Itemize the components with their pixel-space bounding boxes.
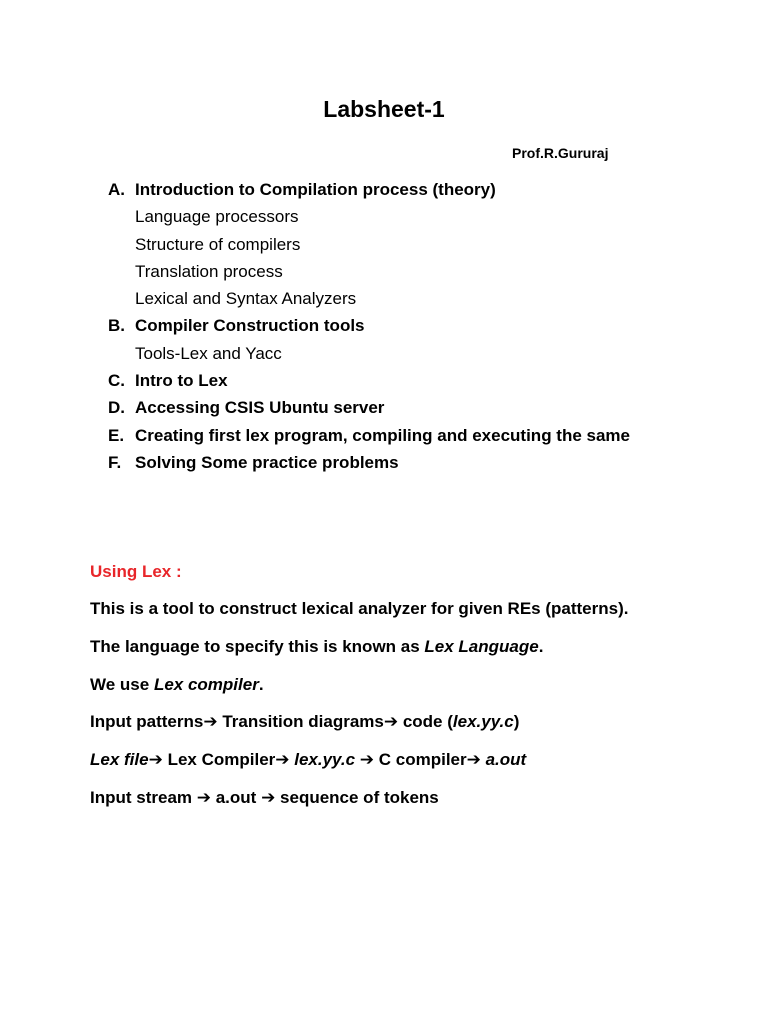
topic-text: Compiler Construction tools xyxy=(135,316,365,336)
body-line-4 xyxy=(90,712,628,750)
emphasis-run: Lex file xyxy=(90,750,149,770)
topic-marker: D. xyxy=(108,398,125,418)
topic-item-e xyxy=(108,422,630,449)
text-run: Lex Compiler xyxy=(162,750,276,770)
right-arrow-icon: ➔ xyxy=(261,787,276,807)
text-run: C compiler xyxy=(374,750,467,770)
topic-marker: B. xyxy=(108,316,125,336)
author-name: Prof.R.Gururaj xyxy=(512,145,609,161)
text-run: ) xyxy=(513,712,520,732)
section-heading: Using Lex : xyxy=(90,562,182,581)
topic-item-c xyxy=(108,367,630,394)
topic-text: Creating first lex program, compiling and executing the same xyxy=(135,425,631,445)
subtopic-item: Language processors xyxy=(135,207,299,227)
text-run: code ( xyxy=(398,712,453,732)
right-arrow-icon: ➔ xyxy=(383,712,399,732)
topic-item-b xyxy=(108,312,630,339)
right-arrow-icon: ➔ xyxy=(203,712,218,732)
topic-list xyxy=(108,176,630,476)
text-run: Transition diagrams xyxy=(217,712,384,732)
page-title: Labsheet-1 xyxy=(323,96,445,122)
emphasis-run: Lex compiler xyxy=(153,674,259,694)
subtopic-item: Lexical and Syntax Analyzers xyxy=(135,289,357,309)
topic-item-d xyxy=(108,394,630,421)
text-run: Input patterns xyxy=(90,712,204,732)
topic-marker: A. xyxy=(108,180,125,199)
emphasis-run: Lex Language xyxy=(424,636,539,656)
text-run: . xyxy=(258,674,264,694)
text-run: . xyxy=(538,636,544,656)
topic-marker: C. xyxy=(108,371,125,391)
emphasis-run: lex.yy.c xyxy=(452,712,514,732)
topic-text: Solving Some practice problems xyxy=(135,452,399,472)
text-run: The language to specify this is known as xyxy=(90,636,425,656)
right-arrow-icon: ➔ xyxy=(148,750,163,770)
topic-item-f xyxy=(108,449,630,476)
emphasis-run: lex.yy.c xyxy=(289,750,360,770)
topic-text: Accessing CSIS Ubuntu server xyxy=(135,398,385,418)
subtopic-item: Tools-Lex and Yacc xyxy=(135,343,282,363)
text-run: We use xyxy=(90,674,154,694)
subtopic-item: Translation process xyxy=(135,261,283,281)
topic-item-a xyxy=(108,176,630,203)
subtopic-item: Structure of compilers xyxy=(135,234,301,254)
body-line-1: This is a tool to construct lexical analyzer for given REs (patterns). xyxy=(90,599,629,618)
section-body xyxy=(90,599,628,826)
body-line-6 xyxy=(90,788,628,826)
body-line-2 xyxy=(90,637,628,675)
right-arrow-icon: ➔ xyxy=(466,750,481,770)
text-run: Input stream xyxy=(90,787,197,807)
text-run: a.out xyxy=(211,787,262,807)
right-arrow-icon: ➔ xyxy=(359,750,375,770)
topic-marker: E. xyxy=(108,425,125,445)
right-arrow-icon: ➔ xyxy=(275,750,290,770)
right-arrow-icon: ➔ xyxy=(196,787,211,807)
topic-text: Introduction to Compilation process (theory) xyxy=(135,180,496,199)
body-line-5 xyxy=(90,750,628,788)
emphasis-run: a.out xyxy=(480,750,527,770)
topic-marker: F. xyxy=(108,452,122,472)
topic-text: Intro to Lex xyxy=(135,371,228,391)
body-line-3 xyxy=(90,675,628,713)
text-run: sequence of tokens xyxy=(275,787,439,807)
